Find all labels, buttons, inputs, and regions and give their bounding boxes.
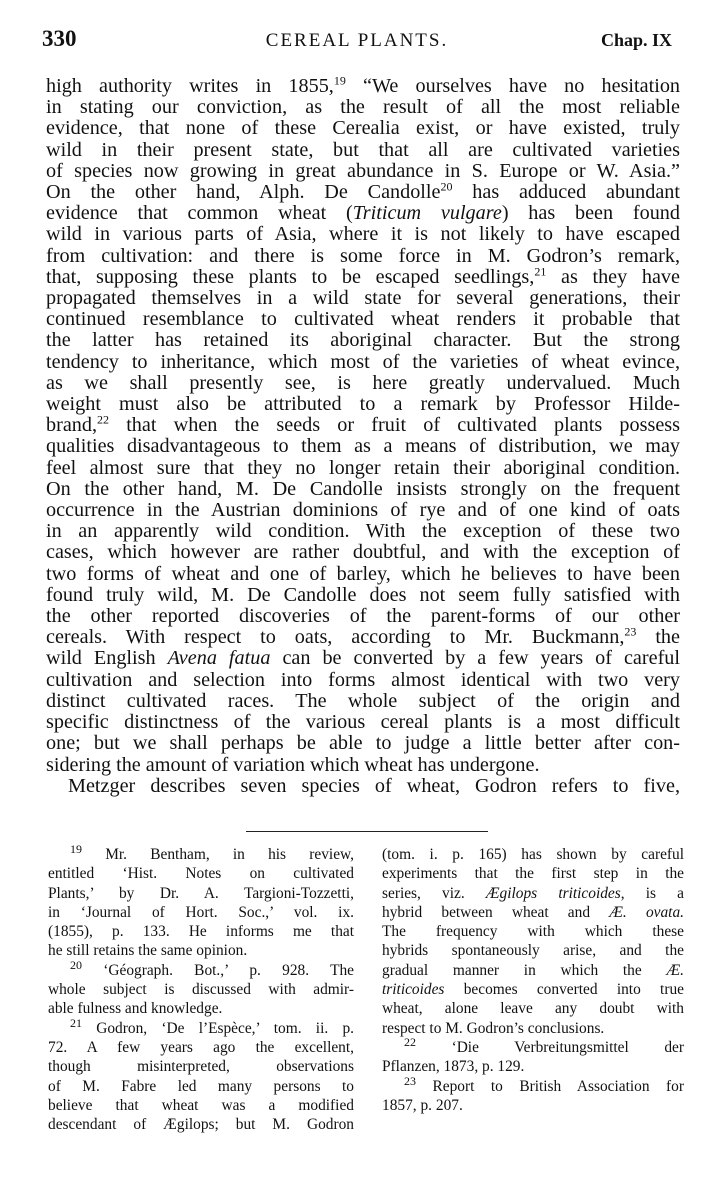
body-line [46,140,680,161]
footnote-line [382,961,684,980]
footnote-line [382,999,684,1018]
footnote-line [48,1038,354,1057]
text-segment: as we shall presently see, is here greatly undervalued. Much [46,371,680,394]
text-segment: feel almost sure that they no longer retain their aboriginal condition. [46,456,680,479]
page-number: 330 [42,26,77,51]
footnote-line [382,922,684,941]
body-line [46,97,680,118]
footnote-line [48,922,354,941]
chapter-label: Chap. IX [600,30,672,50]
italic-text: Avena fatua [167,647,271,670]
body-line [46,179,680,204]
text-segment: two forms of wheat and one of barley, which he believes to have been [46,562,680,585]
text-segment: high authority writes in 1855, [46,75,334,97]
footnote-line [48,1015,354,1038]
footnote-reference: 22 [404,1034,416,1049]
footnote-line [48,841,354,864]
text-segment: able fulness and knowledge. [48,1000,223,1018]
italic-text: Triticum vulgare [352,202,502,225]
text-segment: Godron, ‘De l’Espèce,’ tom. ii. p. [82,1019,354,1037]
body-line [46,203,680,224]
text-segment: whole subject is discussed with admir- [48,981,354,999]
footnote-reference: 23 [624,624,637,639]
text-segment: as they have [546,265,680,288]
text-segment: cereals. With respect to oats, according to Mr. Buckmann, [46,626,625,649]
text-segment: entitled ‘Hist. Notes on cultivated [48,865,354,883]
text-segment: Plants,’ by Dr. A. Targioni-Tozzetti, [48,884,354,902]
text-segment: (1855), p. 133. He informs me that [48,923,354,941]
footnote-line [382,1096,684,1115]
text-segment: 1857, p. 207. [382,1096,463,1114]
footnote-line [48,903,354,922]
body-line [46,330,680,351]
body-line [46,479,680,500]
body-line [46,73,681,97]
text-segment: he still retains the same opinion. [48,942,248,960]
text-segment: gradual manner in which the [382,961,667,979]
text-segment: (tom. i. p. 165) has shown by careful [382,846,684,863]
body-line [46,246,680,267]
footnote-line [382,903,684,922]
footnote-line [382,1034,684,1057]
text-segment: hybrid between wheat and [382,903,610,921]
text-segment: becomes converted into true [444,981,684,999]
text-segment: continued resemblance to cultivated wheat renders it probable that [46,308,680,331]
body-line [46,373,680,394]
text-segment: tendency to inheritance, which most of the varieties of wheat evince, [46,350,680,373]
footnote-reference: 23 [404,1073,416,1088]
text-segment: the other reported discoveries of the parent-forms of our other [46,605,680,628]
text-segment: has adduced abundant [452,181,680,204]
footnote-line [48,999,354,1018]
text-segment: evidence that common wheat ( [46,202,353,225]
text-segment: Pflanzen, 1873, p. 129. [382,1058,525,1076]
footnote-line [382,864,684,883]
running-head: CEREAL PLANTS. [265,30,449,51]
text-segment: the latter has retained its aboriginal character. But the strong [46,329,680,352]
italic-text: Æ. [666,961,684,979]
body-text [46,73,681,797]
body-line [46,118,680,139]
body-line [46,585,680,606]
text-segment: believe that wheat was a modified [48,1096,354,1114]
text-segment: one; but we shall perhaps be able to judge a little better after con- [46,732,680,755]
footnote-line [382,1073,684,1096]
footnote-line [48,1115,354,1134]
body-line [46,606,680,627]
text-segment: On the other hand, M. De Candolle insists strongly on the frequent [46,477,680,500]
text-segment: ) has been found [501,202,680,225]
text-segment: in an apparently wild condition. With the exception of these two [46,520,680,543]
text-segment: series, viz. [382,884,486,902]
body-line [46,670,680,691]
text-segment: of species now growing in great abundance in S. Europe or W. Asia.” [46,159,680,182]
footnote-line [48,980,354,999]
text-segment: descendant of Ægilops; but M. Godron [48,1116,354,1134]
body-line [46,264,680,288]
body-line [46,161,680,182]
footnote-line [48,957,354,980]
footnote-line [382,980,684,999]
text-segment: wild in their present state, but that all are cultivated varieties [46,138,680,161]
text-segment: that when the seeds or fruit of cultivated plants possess [109,414,680,437]
footnotes-right-column [382,845,684,1115]
text-segment: that, supposing these plants to be escaped seedlings, [46,265,535,288]
text-segment: occurrence in the Austrian dominions of rye and of one kind of oats [46,499,680,522]
text-segment: in ‘Journal of Hort. Soc.,’ vol. ix. [48,903,354,921]
italic-text: triticoides [382,981,445,999]
body-line [46,412,680,437]
body-line [46,352,680,373]
body-line [46,733,680,754]
footnote-line [48,884,354,903]
footnote-reference: 19 [70,841,82,856]
body-line [46,776,680,797]
page-header [42,26,672,56]
body-line [46,755,680,776]
body-line [46,436,680,457]
text-segment: brand, [46,414,98,437]
footnote-reference: 21 [534,264,547,279]
text-segment: Mr. Bentham, in his review, [82,846,354,863]
body-line [46,394,680,415]
text-segment: in stating our conviction, as the result of all the most reliable [46,96,680,119]
text-segment: Report to British Association for [416,1077,684,1095]
text-segment: wheat, alone leave any doubt with [382,1000,684,1018]
footnote-reference: 19 [333,73,346,88]
footnote-line [382,845,684,864]
footnote-line [48,1077,354,1096]
text-segment: ‘Géograph. Bot.,’ p. 928. The [82,961,354,979]
body-line [46,288,680,309]
text-segment: respect to M. Godron’s conclusions. [382,1019,605,1037]
body-line [46,691,680,712]
text-segment: found truly wild, M. De Candolle does not seem fully satisfied with [46,583,680,606]
body-line [46,624,680,649]
body-line [46,500,680,521]
body-line [46,521,680,542]
text-segment: distinct cultivated races. The whole subject of the origin and [46,689,680,712]
text-segment: 72. A few years ago the excellent, [48,1038,354,1056]
text-segment: On the other hand, Alph. De Candolle [46,181,441,204]
text-segment: though misinterpreted, observations [48,1058,354,1076]
text-segment: ‘Die Verbreitungsmittel der [416,1038,684,1056]
italic-text: Ægilops triticoides [485,884,621,902]
footnote-line [48,941,354,960]
text-segment: the [636,626,680,649]
footnote-reference: 20 [70,957,82,972]
footnote-reference: 20 [440,179,453,194]
text-segment: can be converted by a few years of careful [270,647,680,670]
text-segment: propagated themselves in a wild state for several generations, their [46,287,680,310]
footnote-line [48,1096,354,1115]
text-segment: cultivation and selection into forms almost identical with two very [46,668,680,691]
text-segment: of M. Fabre led many persons to [48,1077,354,1095]
body-line [46,648,680,669]
footnote-reference: 22 [97,412,110,427]
body-line [46,309,680,330]
text-segment: weight must also be attributed to a remark by Professor Hilde- [46,393,680,416]
footnote-divider [246,831,488,832]
text-segment: Metzger describes seven species of wheat, Godron refers to five, [68,774,680,797]
body-line [46,712,680,733]
footnotes-left-column [48,841,354,1134]
footnote-line [382,941,684,960]
body-line [46,224,680,245]
text-segment: evidence, that none of these Cerealia exist, or have existed, truly [46,117,680,140]
text-segment: specific distinctness of the various cereal plants is a most difficult [46,711,680,734]
text-segment: experiments that the first step in the [382,865,684,883]
body-line [46,458,680,479]
text-segment: The frequency with which these [382,923,684,941]
body-line [46,564,680,585]
text-segment: from cultivation: and there is some force in M. Godron’s remark, [46,244,680,267]
footnote-reference: 21 [70,1015,82,1030]
text-segment: “We ourselves have no hesitation [345,75,681,97]
footnote-line [382,1057,684,1076]
text-segment: cases, which however are rather doubtful, and with the exception of [46,541,680,564]
text-segment: hybrids spontaneously arise, and the [382,942,684,960]
text-segment: wild in various parts of Asia, where it is not likely to have escaped [46,223,680,246]
footnote-line [48,1057,354,1076]
text-segment: qualities disadvantageous to them as a means of distribution, we may [46,435,680,458]
text-segment: , is a [620,884,685,902]
italic-text: Æ. ovata. [609,903,684,921]
body-line [46,542,680,563]
footnote-line [382,884,684,903]
text-segment: sidering the amount of variation which wheat has undergone. [46,753,540,776]
footnote-line [382,1019,684,1038]
footnote-line [48,864,354,883]
text-segment: wild English [46,647,168,670]
